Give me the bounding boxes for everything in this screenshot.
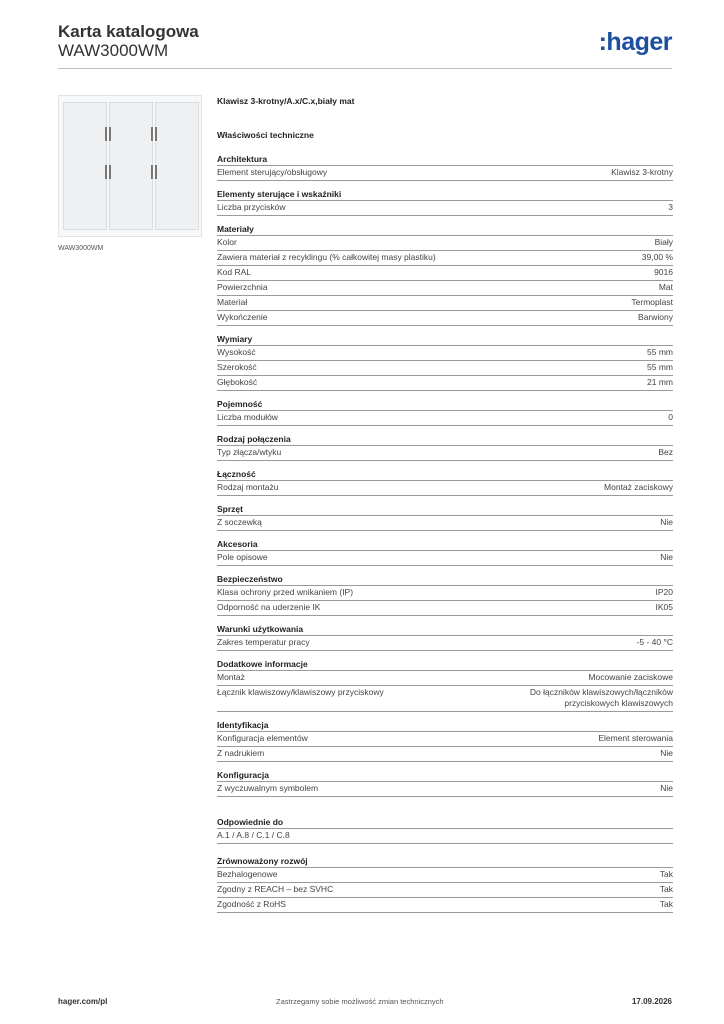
rocker-key [109,102,153,230]
document-title: Karta katalogowa [58,22,199,41]
spec-label: Pole opisowe [217,552,268,562]
spec-label: Liczba modułów [217,412,278,422]
footer-date: 17.09.2026 [631,997,672,1006]
spec-row [217,685,673,712]
section-title: Elementy sterujące i wskaźniki [217,189,342,199]
spec-label: Zgodność z RoHS [217,899,286,909]
spec-section [217,154,673,181]
spec-section [217,659,673,712]
spec-row [217,515,673,531]
spec-value: Biały [654,237,673,247]
spec-label: Głębokość [217,377,258,387]
hager-logo: :hager [598,28,672,56]
spec-label: Łącznik klawiszowy/klawiszowy przyciskowy [217,687,384,697]
spec-label: Typ złącza/wtyku [217,447,282,457]
section-title: Odpowiednie do [217,817,284,827]
spec-section [217,624,673,651]
spec-value: 0 [668,412,673,422]
spec-value: -5 - 40 °C [636,637,673,647]
spec-section [217,770,673,797]
spec-section [217,189,673,216]
spec-label: Odporność na uderzenie IK [217,602,321,612]
spec-label: Z nadrukiem [217,748,265,758]
spec-row [217,280,673,295]
spec-value: Tak [659,899,673,909]
spec-label: A.1 / A.8 / C.1 / C.8 [217,830,290,840]
footer-website: hager.com/pl [58,997,108,1006]
spec-value: 55 mm [647,362,673,372]
section-title: Dodatkowe informacje [217,659,308,669]
spec-value: 3 [668,202,673,212]
spec-section [217,224,673,326]
spec-value: IK05 [655,602,673,612]
spec-row [217,410,673,426]
rocker-key [63,102,107,230]
spec-value: Nie [660,748,673,758]
spec-label: Rodzaj montażu [217,482,279,492]
tech-properties-title: Właściwości techniczne [217,130,314,140]
spec-label: Materiał [217,297,248,307]
spec-label: Wysokość [217,347,256,357]
spec-value: Do łączników klawiszowych/łączników przyciskowych klawiszowych [529,687,673,708]
spec-value: Tak [659,869,673,879]
suitable-section [217,817,673,844]
spec-row [217,345,673,360]
section-title: Warunki użytkowania [217,624,304,634]
spec-row [217,867,673,882]
spec-value: Mat [658,282,673,292]
section-title: Identyfikacja [217,720,269,730]
spec-label: Kolor [217,237,237,247]
spec-label: Szerokość [217,362,257,372]
spec-row [217,235,673,250]
spec-row [217,781,673,797]
rocker-key [155,102,199,230]
spec-value: Tak [659,884,673,894]
spec-label: Wykończenie [217,312,268,322]
section-title: Akcesoria [217,539,258,549]
spec-value: Mocowanie zaciskowe [588,672,673,682]
product-name: Klawisz 3-krotny/A.x/C.x,biały mat [217,96,355,106]
spec-row [217,585,673,600]
spec-section [217,574,673,616]
section-title: Łączność [217,469,256,479]
spec-row [217,295,673,310]
spec-label: Z soczewką [217,517,262,527]
section-title: Bezpieczeństwo [217,574,283,584]
section-title: Materiały [217,224,254,234]
spec-label: Liczba przycisków [217,202,286,212]
spec-label: Montaż [217,672,245,682]
spec-value: Nie [660,783,673,793]
spec-label: Z wyczuwalnym symbolem [217,783,319,793]
spec-value: 21 mm [647,377,673,387]
spec-section [217,539,673,566]
footer-disclaimer: Zastrzegamy sobie możliwość zmian technicznych [276,997,444,1006]
spec-row [217,165,673,181]
spec-row [217,897,673,913]
spec-label: Zgodny z REACH – bez SVHC [217,884,334,894]
spec-section [217,334,673,391]
spec-label: Zawiera materiał z recyklingu (% całkowitej masy plastiku) [217,252,436,262]
spec-label: Powierzchnia [217,282,268,292]
spec-value: 39,00 % [641,252,673,262]
spec-value: IP20 [655,587,673,597]
spec-row [217,250,673,265]
section-title: Rodzaj połączenia [217,434,291,444]
spec-section [217,720,673,762]
spec-value: 9016 [654,267,673,277]
spec-row [217,731,673,746]
spec-value: Termoplast [631,297,673,307]
spec-label: Bezhalogenowe [217,869,278,879]
spec-row [217,828,673,844]
spec-row [217,375,673,391]
spec-label: Kod RAL [217,267,252,277]
spec-row [217,635,673,651]
spec-value: Montaż zaciskowy [604,482,673,492]
image-caption: WAW3000WM [58,245,104,252]
header-divider [58,68,672,69]
spec-sections [217,154,673,797]
spec-label: Zakres temperatur pracy [217,637,310,647]
spec-content [217,96,673,921]
spec-value: Bez [658,447,673,457]
spec-row [217,265,673,280]
spec-value: Barwiony [638,312,673,322]
spec-label: Konfiguracja elementów [217,733,308,743]
product-code: WAW3000WM [58,41,169,60]
spec-row [217,445,673,461]
section-title: Architektura [217,154,268,164]
spec-row [217,200,673,216]
spec-row [217,746,673,762]
spec-row [217,480,673,496]
spec-row [217,360,673,375]
spec-section [217,469,673,496]
spec-row [217,310,673,326]
spec-row [217,550,673,566]
spec-value: Nie [660,517,673,527]
sustainability-section [217,856,673,913]
product-image [58,95,202,237]
section-title: Konfiguracja [217,770,269,780]
spec-value: Klawisz 3-krotny [611,167,673,177]
spec-label: Klasa ochrony przed wnikaniem (IP) [217,587,354,597]
spec-label: Element sterujący/obsługowy [217,167,328,177]
section-title: Pojemność [217,399,263,409]
spec-value: Element sterowania [598,733,673,743]
spec-row [217,600,673,616]
spec-value: Nie [660,552,673,562]
spec-section [217,434,673,461]
spec-row [217,670,673,685]
page-header [58,22,199,60]
section-title: Sprzęt [217,504,243,514]
spec-value: 55 mm [647,347,673,357]
spec-section [217,399,673,426]
section-title: Zrównoważony rozwój [217,856,308,866]
spec-section [217,504,673,531]
section-title: Wymiary [217,334,253,344]
spec-row [217,882,673,897]
